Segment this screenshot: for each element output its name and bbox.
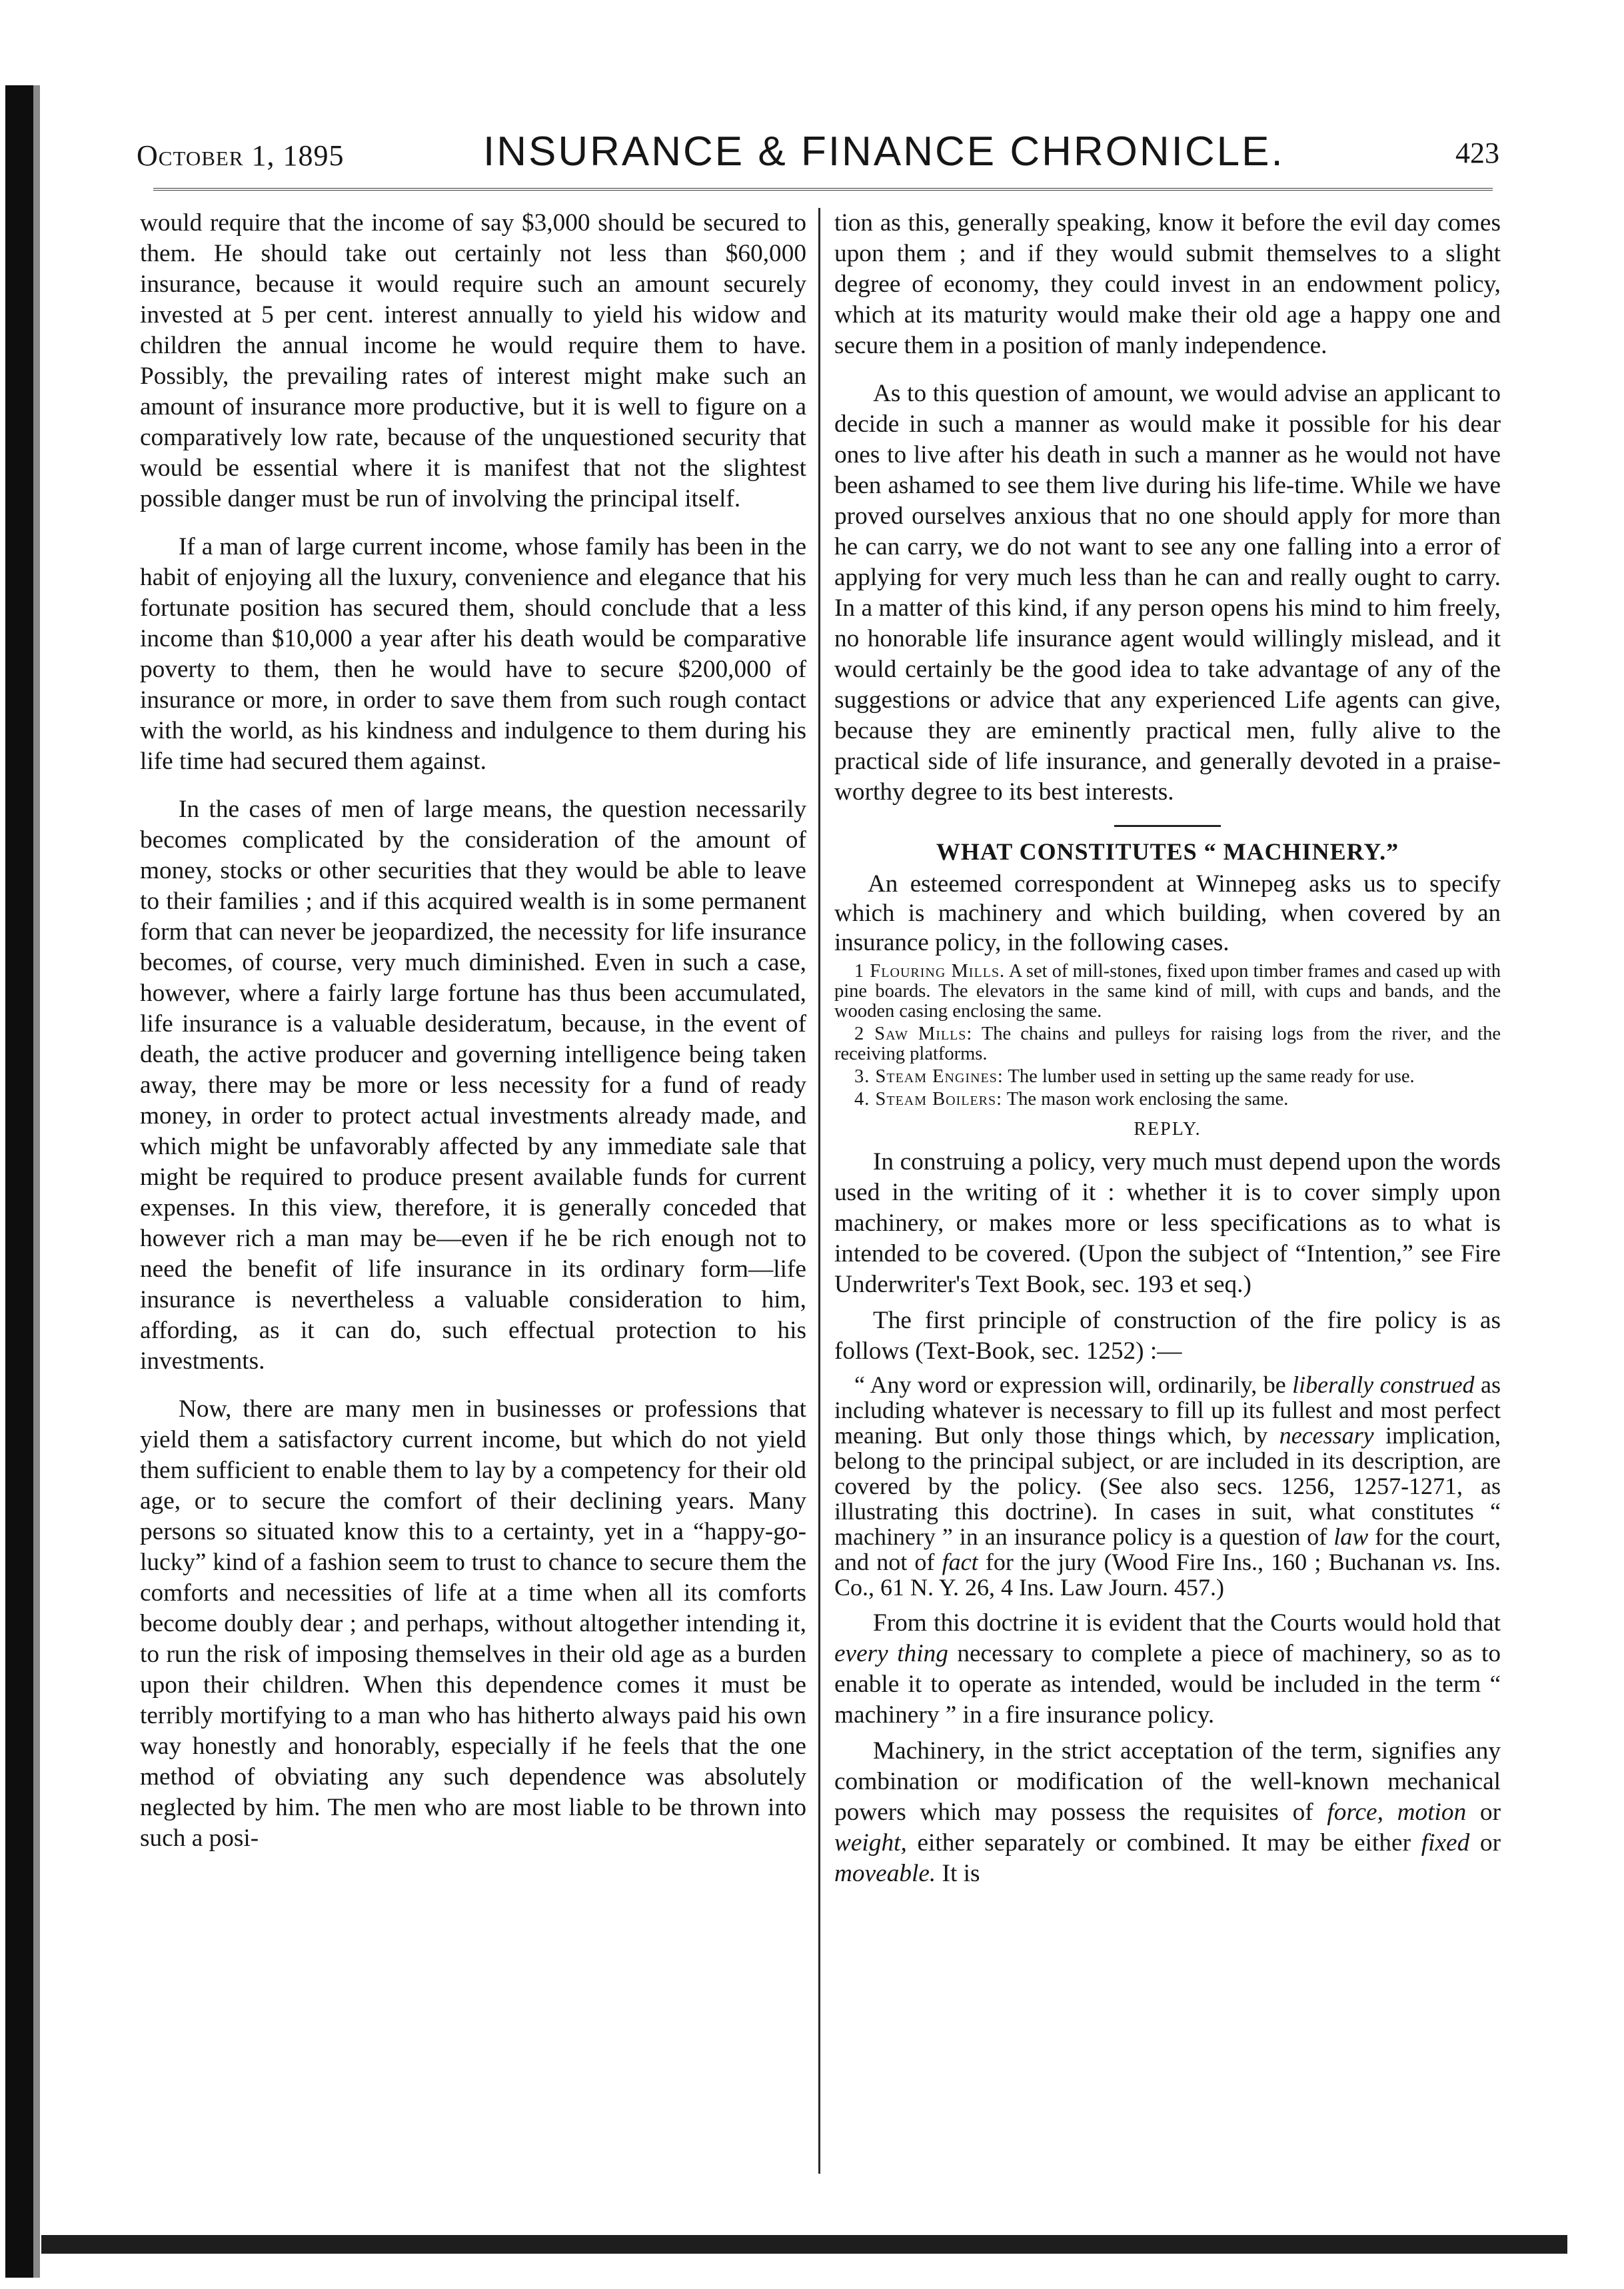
paragraph: The first principle of construction of the fire policy is as follows (Text-Book, sec. 1252) :— <box>834 1307 1501 1365</box>
paragraph: If a man of large current income, whose family has been in the habit of enjoying all the luxury, convenience and elegance that his fortunate position has secured them, should conclude that a less income than $10,000 a year after his death would be comparative poverty to them, then he would have to secure $200,000 of insurance or more, in order to save them from such rough contact with the world, as his kindness and indulgence to them during his life time had secured them against. <box>140 533 806 775</box>
quote-text: for the court, and not of <box>834 1523 1501 1575</box>
quote-emphasis: law <box>1333 1523 1369 1550</box>
case-text: A set of mill-stones, fixed upon timber frames and cased up with pine boards. The elevators in the same kind of mill, with cups and bands, and the wooden casing enclosing the same. <box>834 961 1501 1022</box>
column-divider <box>818 208 820 2174</box>
paragraph <box>834 1608 1501 1731</box>
quoted-passage <box>834 1372 1501 1600</box>
paragraph-emphasis: every thing <box>834 1640 948 1667</box>
paragraph-text: necessary to complete a piece of machinery, so as to enable it to operate as intended, would be included in the term “ machinery ” in a fire insurance policy. <box>834 1640 1501 1729</box>
case-text: The chains and pulleys for raising logs from the river, and the receiving platforms. <box>834 1024 1501 1064</box>
case-item <box>834 962 1501 1022</box>
paragraph-text: It is <box>936 1860 980 1887</box>
reply-heading: REPLY. <box>1134 1119 1202 1140</box>
paragraph-emphasis: weight, <box>834 1829 907 1857</box>
quote-text: as including whatever is necessary to fill up its fullest and most perfect meaning. But only those things which, by <box>834 1371 1501 1449</box>
quote-text: implication, belong to the principal subject, or are included in its description, are covered by the policy. (See also secs. 1256, 1257-1271, as illustrating this doctrine). In cases in suit, what constitutes “ machinery ” in an insurance policy is a question of <box>834 1422 1501 1550</box>
paragraph <box>834 1736 1501 1889</box>
paragraph: Now, there are many men in businesses or professions that yield them a satisfactory current income, but which do not yield them sufficient to enable them to lay by a competency for their old age, or to secure the comfort of their declining years. Many persons so situated know this to a certainty, yet in a “happy-go-lucky” kind of a fashion seem to trust to chance to secure them the comforts and necessities of life at a time when all its comforts become doubly dear ; and perhaps, without altogether intending it, to run the risk of imposing themselves in their old age as a burden upon their children. When this dependence comes it must be terribly mortifying to a man who has hitherto always paid his own way honestly and honorably, especially if he feels that the one method of obviating any such dependence was absolutely neglected by him. The men who are most liable to be thrown into such a posi- <box>140 1395 806 1852</box>
case-item <box>834 1024 1501 1064</box>
quote-emphasis: vs. <box>1431 1549 1458 1575</box>
paragraph: In the cases of men of large means, the question necessarily becomes complicated by the consideration of the amount of money, stocks or other securities that they would be able to leave to their families ; and if this acquired wealth is in some permanent form that can never be jeopardized, the necessity for life insurance becomes, of course, very much diminished. Even in such a case, however, where a fairly large fortune has thus been accumulated, life insurance is a valuable desideratum, because, in the event of death, the active producer and governing intelligence being taken away, there may be more or less necessity for a fund of ready money, in order to protect actual investments already made, and which might be unfavorably affected by any immediate sale that might be required to produce present available funds for current expenses. In this view, therefore, it is generally conceded that however rich a man may be—even if he be rich enough not to need the benefit of life insurance in its ordinary form—life insurance is nevertheless a valuable consideration to him, affording, as it can do, such effectual protection to his investments. <box>140 796 806 1375</box>
case-label: 4. Steam Boilers: <box>854 1089 1003 1110</box>
quote-emphasis: fact <box>942 1549 978 1575</box>
case-item <box>834 1067 1501 1087</box>
paragraph-text: Machinery, in the strict acceptation of the term, signifies any combination or modification of the well-known mechanical powers which may possess the requisites of <box>834 1737 1501 1826</box>
case-label: 2 Saw Mills: <box>854 1024 973 1044</box>
header-rule <box>153 188 1493 191</box>
quote-text: “ Any word or expression will, ordinarily, be <box>854 1371 1293 1398</box>
section-divider <box>1114 825 1221 827</box>
paragraph: In construing a policy, very much must depend upon the words used in the writing of it : whether it is to cover simply upon machinery, or makes more or less specifications as to what is intended to be covered. (Upon the subject of “Intention,” see Fire Underwriter's Text Book, sec. 193 et seq.) <box>834 1148 1501 1298</box>
quote-emphasis: liberally construed <box>1292 1371 1475 1398</box>
quote-text: Ins. Co., 61 N. Y. 26, 4 Ins. Law Journ. 457.) <box>834 1549 1501 1601</box>
issue-date: October 1, 1895 <box>137 139 345 172</box>
paragraph-text: From this doctrine it is evident that the Courts would hold that <box>873 1609 1501 1637</box>
paragraph-emphasis: moveable. <box>834 1860 936 1887</box>
scan-binding-edge <box>5 85 33 2278</box>
case-text: The mason work enclosing the same. <box>1002 1089 1289 1110</box>
left-column <box>140 208 806 1871</box>
correspondent-question: An esteemed correspondent at Winnepeg asks us to specify which is machinery and which building, when covered by an insurance policy, in the following cases. <box>834 870 1501 956</box>
paragraph-emphasis: fixed <box>1421 1829 1470 1857</box>
paragraph: would require that the income of say $3,000 should be secured to them. He should take out certainly not less than $60,000 insurance, because it would require such an amount securely invested at 5 per cent. interest annually to yield his widow and children the annual income he would require them to have. Possibly, the prevailing rates of interest might make such an amount of insurance more productive, but it is well to figure on a comparatively low rate, because of the unquestioned security that would be essential where it is manifest that not the slightest possible danger must be run of involving the principal itself. <box>140 209 806 512</box>
paragraph-text: or <box>1469 1829 1501 1857</box>
scan-binding-shadow <box>33 85 40 2278</box>
paragraph-text: or <box>1466 1799 1501 1826</box>
running-head <box>137 125 1499 195</box>
right-column <box>834 208 1501 1889</box>
scan-bottom-edge <box>41 2235 1567 2254</box>
quote-emphasis: necessary <box>1279 1422 1374 1449</box>
case-label: 1 Flouring Mills. <box>854 961 1006 982</box>
paragraph-emphasis: force, motion <box>1327 1799 1467 1826</box>
paragraph-text: either separately or combined. It may be either <box>906 1829 1421 1857</box>
case-item <box>834 1090 1501 1110</box>
paragraph: As to this question of amount, we would advise an applicant to decide in such a manner as would make it possible for his dear ones to live after his death in such a manner as he would not have been ashamed to see them live during his life-time. While we have proved ourselves anxious that no one should apply for more than he can carry, we do not want to see any one falling into a error of applying for very much less than he can and really ought to carry. In a matter of this kind, if any person opens his mind to him freely, no honorable life insurance agent would willingly mislead, and it would certainly be the good idea to take advantage of any of the suggestions or advice that any experienced Life agents can give, because they are eminently practical men, fully alive to the practical side of life insurance, and generally devoted in a praise-worthy degree to its best interests. <box>834 380 1501 806</box>
quote-text: for the jury (Wood Fire Ins., 160 ; Buchanan <box>978 1549 1432 1575</box>
paragraph: tion as this, generally speaking, know it before the evil day comes upon them ; and if they would submit themselves to a slight degree of economy, they could invest in an endowment policy, which at its maturity would make their old age a happy one and secure them in a position of manly independence. <box>834 209 1501 359</box>
page-number: 423 <box>1455 137 1499 169</box>
case-label: 3. Steam Engines: <box>854 1066 1004 1087</box>
publication-title: INSURANCE & FINANCE CHRONICLE. <box>483 129 1285 175</box>
case-text: The lumber used in setting up the same ready for use. <box>1003 1066 1415 1087</box>
section-heading: WHAT CONSTITUTES “ MACHINERY.” <box>936 838 1399 865</box>
